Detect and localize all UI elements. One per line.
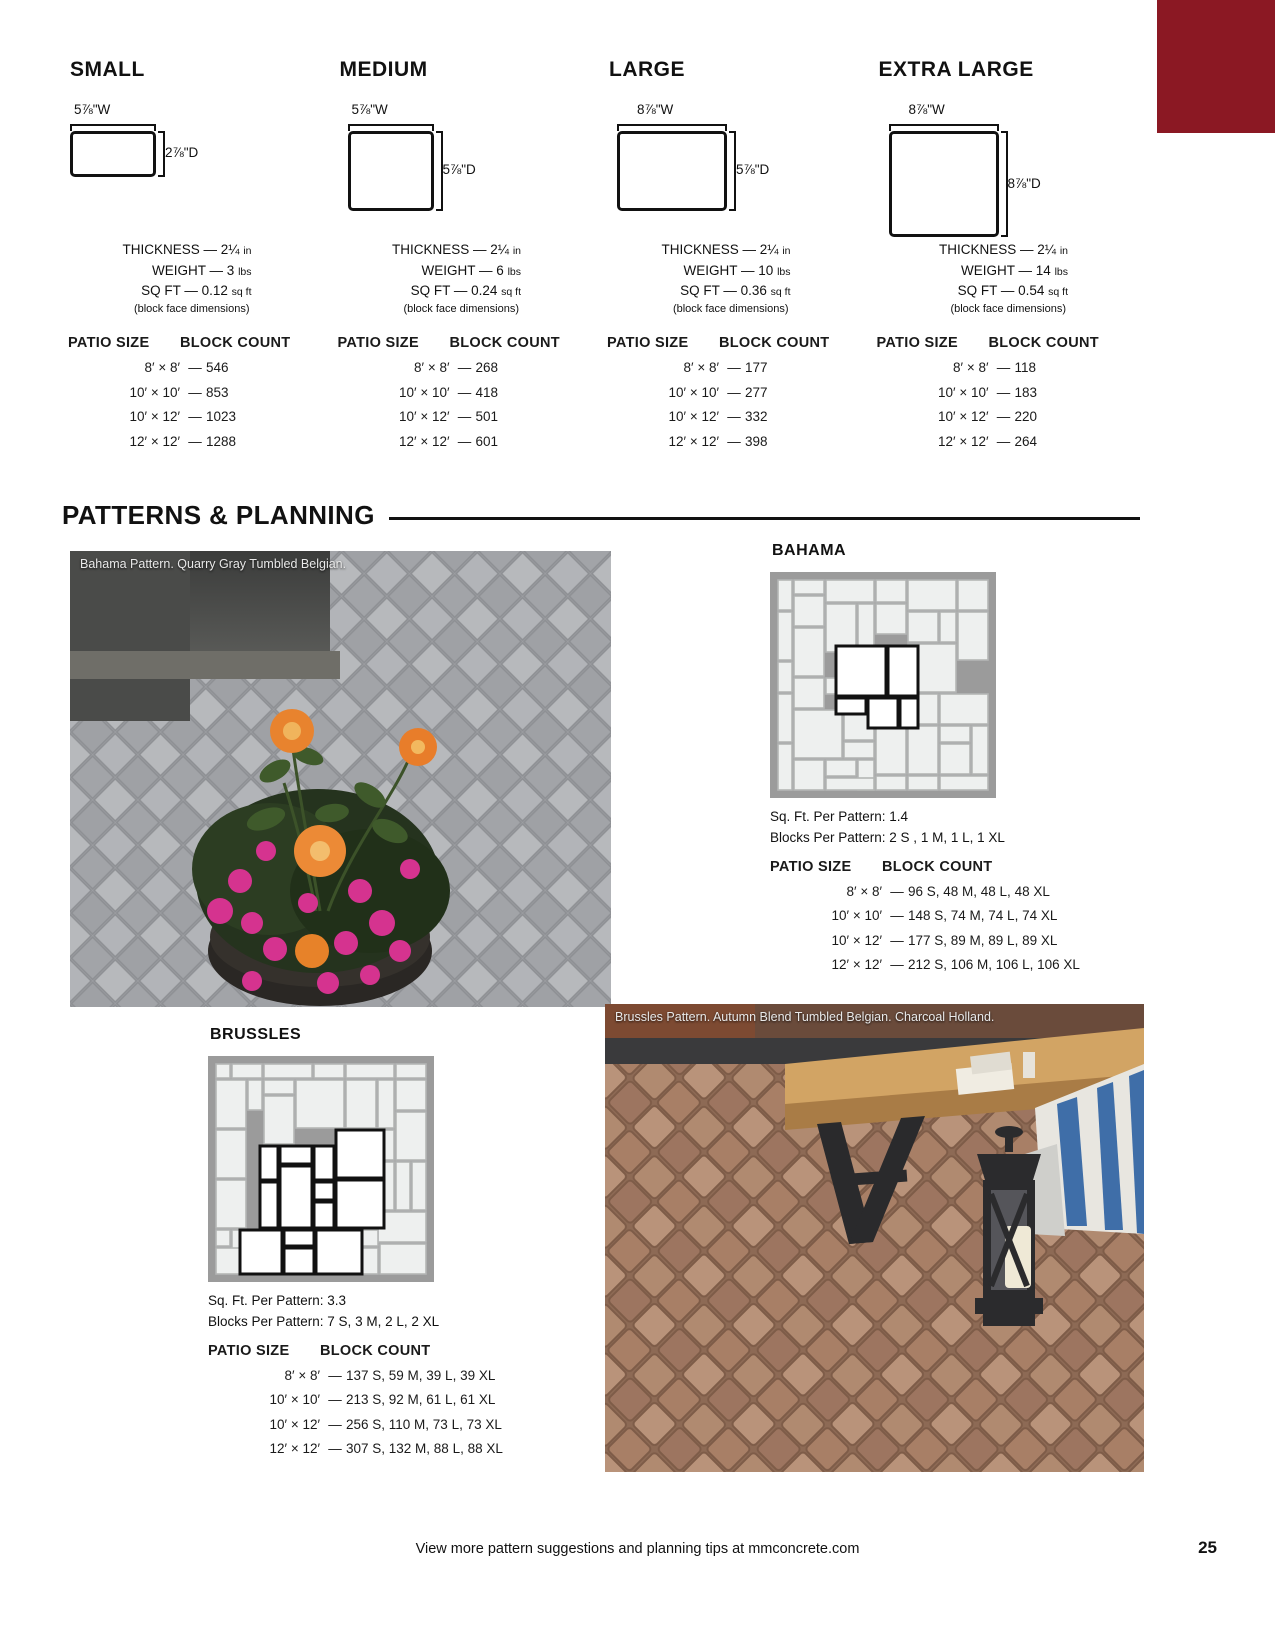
pattern-panel-brussles xyxy=(208,1026,568,1466)
photo-bahama-patio xyxy=(70,551,611,1007)
cell-patio-size: 12′ × 12′ xyxy=(668,433,719,449)
patio-size-table-small xyxy=(68,335,338,449)
sqft-per-pattern: Sq. Ft. Per Pattern: 3.3 xyxy=(208,1293,347,1308)
table-row xyxy=(208,1368,568,1383)
cell-dash: — xyxy=(457,360,472,376)
depth-dimension-label: 2⅞"D xyxy=(165,145,199,160)
weight-row: WEIGHT — 14 lbs xyxy=(961,262,1068,278)
table-row xyxy=(208,1417,568,1432)
cell-patio-size: 8′ × 8′ xyxy=(144,360,180,376)
cell-block-count: 137 S, 59 M, 39 L, 39 XL xyxy=(346,1367,496,1383)
col-header-block-count: BLOCK COUNT xyxy=(988,335,1099,352)
table-row xyxy=(770,957,1130,972)
width-dimension-label: 8⅞"W xyxy=(908,102,945,117)
table-row xyxy=(607,360,877,375)
cell-block-count: 148 S, 74 M, 74 L, 74 XL xyxy=(908,908,1058,924)
width-dimension-label: 8⅞"W xyxy=(637,102,674,117)
width-dimension-bar xyxy=(70,124,156,131)
section-title: PATTERNS & PLANNING xyxy=(62,500,375,530)
table-row xyxy=(68,409,338,424)
table-row xyxy=(877,434,1147,449)
sqft-row: SQ FT — 0.54 sq ft xyxy=(957,283,1068,299)
table-header xyxy=(877,335,1147,351)
table-header xyxy=(770,859,1130,875)
width-dimension-bar xyxy=(889,124,999,131)
cell-patio-size: 10′ × 10′ xyxy=(938,384,989,400)
cell-dash: — xyxy=(188,384,202,400)
cell-dash: — xyxy=(890,883,904,899)
cell-dash: — xyxy=(890,957,904,973)
cell-patio-size: 10′ × 12′ xyxy=(831,932,882,948)
blocks-per-pattern: Blocks Per Pattern: 7 S, 3 M, 2 L, 2 XL xyxy=(208,1313,440,1329)
thickness-row: THICKNESS — 2¼ in xyxy=(122,242,252,257)
size-column-medium xyxy=(338,58,608,458)
patio-size-table-large xyxy=(607,335,877,449)
block-face-rect xyxy=(70,131,156,177)
table-row xyxy=(770,908,1130,923)
pattern-artwork xyxy=(214,1062,428,1276)
table-row xyxy=(338,434,608,449)
photo-caption: Brussles Pattern. Autumn Blend Tumbled Belgian. Charcoal Holland. xyxy=(615,1010,995,1024)
col-header-block-count: BLOCK COUNT xyxy=(882,858,993,875)
cell-patio-size: 10′ × 10′ xyxy=(399,384,450,400)
block-face-rect xyxy=(889,131,999,237)
cell-block-count: 601 xyxy=(475,433,499,449)
cell-dash: — xyxy=(457,384,472,400)
table-row xyxy=(877,385,1147,400)
cell-dash: — xyxy=(890,932,904,948)
cell-block-count: 418 xyxy=(475,384,499,400)
thickness-row: THICKNESS — 2¼ in xyxy=(939,242,1068,257)
cell-patio-size: 12′ × 12′ xyxy=(831,957,882,973)
table-row xyxy=(607,385,877,400)
depth-dimension-label: 5⅞"D xyxy=(736,162,770,177)
col-header-block-count: BLOCK COUNT xyxy=(719,335,830,352)
width-dimension-label: 5⅞"W xyxy=(351,102,388,117)
table-header xyxy=(208,1343,568,1359)
table-row xyxy=(877,409,1147,424)
block-properties xyxy=(68,240,338,317)
cell-dash: — xyxy=(996,433,1011,449)
size-column-large xyxy=(607,58,877,458)
depth-dimension-label: 8⅞"D xyxy=(1007,176,1041,191)
pattern-artwork xyxy=(776,578,990,792)
cell-patio-size: 10′ × 12′ xyxy=(938,409,989,425)
depth-dimension-bar xyxy=(158,131,165,177)
weight-row: WEIGHT — 10 lbs xyxy=(683,262,791,278)
table-row xyxy=(770,933,1130,948)
cell-patio-size: 10′ × 12′ xyxy=(668,409,719,425)
thickness-row: THICKNESS — 2¼ in xyxy=(661,242,791,257)
pattern-meta-brussles xyxy=(208,1291,568,1333)
weight-row: WEIGHT — 3 lbs xyxy=(152,262,252,278)
sqft-per-pattern: Sq. Ft. Per Pattern: 1.4 xyxy=(770,809,909,824)
cell-patio-size: 12′ × 12′ xyxy=(269,1441,320,1457)
block-face-note: (block face dimensions) xyxy=(950,302,1066,315)
block-face-note: (block face dimensions) xyxy=(133,302,250,315)
table-row xyxy=(770,884,1130,899)
col-header-patio-size: PATIO SIZE xyxy=(208,1342,290,1359)
cell-patio-size: 8′ × 8′ xyxy=(683,360,719,376)
weight-row: WEIGHT — 6 lbs xyxy=(421,262,521,278)
cell-block-count: 264 xyxy=(1014,433,1038,449)
block-drawing-large xyxy=(607,104,877,234)
size-column-small xyxy=(68,58,338,458)
cell-block-count: 256 S, 110 M, 73 L, 73 XL xyxy=(346,1416,502,1432)
size-title: EXTRA LARGE xyxy=(878,58,1034,81)
table-row xyxy=(607,434,877,449)
col-header-block-count: BLOCK COUNT xyxy=(449,335,560,352)
patio-size-table-brussles xyxy=(208,1343,568,1457)
pattern-name: BRUSSLES xyxy=(210,1026,302,1043)
cell-patio-size: 12′ × 12′ xyxy=(938,433,989,449)
cell-dash: — xyxy=(328,1367,342,1383)
corner-accent-tab xyxy=(1157,0,1275,133)
table-row xyxy=(68,385,338,400)
photo-brussles-patio xyxy=(605,1004,1144,1472)
sqft-row: SQ FT — 0.12 sq ft xyxy=(141,283,252,299)
width-dimension-label: 5⅞"W xyxy=(74,102,111,117)
cell-block-count: 177 S, 89 M, 89 L, 89 XL xyxy=(908,932,1058,948)
table-header xyxy=(338,335,608,351)
table-row xyxy=(607,409,877,424)
cell-dash: — xyxy=(188,409,202,425)
col-header-block-count: BLOCK COUNT xyxy=(180,335,291,352)
width-dimension-bar xyxy=(348,124,434,131)
cell-block-count: 220 xyxy=(1014,409,1038,425)
cell-block-count: 307 S, 132 M, 88 L, 88 XL xyxy=(346,1441,503,1457)
cell-patio-size: 10′ × 10′ xyxy=(129,384,180,400)
size-title: LARGE xyxy=(609,58,685,81)
table-row xyxy=(68,360,338,375)
photo-caption: Bahama Pattern. Quarry Gray Tumbled Belgian. xyxy=(80,557,347,571)
photo-artwork xyxy=(605,1004,1144,1472)
blocks-per-pattern: Blocks Per Pattern: 2 S , 1 M, 1 L, 1 XL xyxy=(770,829,1005,845)
cell-dash: — xyxy=(890,908,904,924)
cell-patio-size: 10′ × 12′ xyxy=(399,409,450,425)
col-header-patio-size: PATIO SIZE xyxy=(770,858,852,875)
depth-dimension-bar xyxy=(729,131,736,211)
table-row xyxy=(877,360,1147,375)
horizontal-rule xyxy=(389,517,1140,520)
cell-dash: — xyxy=(727,360,741,376)
block-face-rect xyxy=(348,131,434,211)
cell-dash: — xyxy=(727,384,741,400)
block-properties xyxy=(338,240,608,317)
col-header-patio-size: PATIO SIZE xyxy=(337,335,419,352)
block-drawing-extra-large xyxy=(877,104,1147,234)
cell-block-count: 118 xyxy=(1014,360,1037,376)
cell-patio-size: 10′ × 10′ xyxy=(269,1392,320,1408)
cell-dash: — xyxy=(328,1441,342,1457)
sqft-row: SQ FT — 0.36 sq ft xyxy=(680,283,791,299)
width-dimension-bar xyxy=(617,124,727,131)
cell-patio-size: 8′ × 8′ xyxy=(846,883,882,899)
cell-dash: — xyxy=(996,360,1011,376)
pattern-meta-bahama xyxy=(770,807,1130,849)
cell-patio-size: 10′ × 10′ xyxy=(668,384,719,400)
col-header-block-count: BLOCK COUNT xyxy=(320,1342,431,1359)
cell-patio-size: 10′ × 12′ xyxy=(129,409,180,425)
cell-block-count: 398 xyxy=(745,433,768,449)
depth-dimension-bar xyxy=(1001,131,1008,237)
cell-patio-size: 12′ × 12′ xyxy=(399,433,450,449)
table-header xyxy=(607,335,877,351)
block-face-note: (block face dimensions) xyxy=(672,302,789,315)
cell-dash: — xyxy=(457,409,472,425)
size-title: SMALL xyxy=(70,58,145,81)
cell-dash: — xyxy=(328,1392,342,1408)
col-header-patio-size: PATIO SIZE xyxy=(607,335,689,352)
table-header xyxy=(68,335,338,351)
col-header-patio-size: PATIO SIZE xyxy=(876,335,958,352)
cell-dash: — xyxy=(727,433,741,449)
cell-block-count: 501 xyxy=(475,409,499,425)
cell-block-count: 853 xyxy=(206,384,229,400)
cell-block-count: 268 xyxy=(475,360,499,376)
footer-note: View more pattern suggestions and planning tips at mmconcrete.com xyxy=(415,1541,860,1557)
block-face-note: (block face dimensions) xyxy=(403,302,519,315)
pattern-diagram-brussles xyxy=(208,1056,434,1282)
block-drawing-small xyxy=(68,104,338,234)
patterns-planning-heading xyxy=(62,500,1140,531)
table-row xyxy=(208,1441,568,1456)
cell-dash: — xyxy=(457,433,472,449)
cell-dash: — xyxy=(996,384,1011,400)
pattern-diagram-bahama xyxy=(770,572,996,798)
cell-block-count: 213 S, 92 M, 61 L, 61 XL xyxy=(346,1392,496,1408)
patio-size-table-extra-large xyxy=(877,335,1147,449)
patio-size-table-bahama xyxy=(770,859,1130,973)
cell-block-count: 277 xyxy=(745,384,768,400)
block-drawing-medium xyxy=(338,104,608,234)
cell-patio-size: 8′ × 8′ xyxy=(953,360,989,376)
block-size-specs xyxy=(68,58,1146,458)
block-properties xyxy=(607,240,877,317)
table-row xyxy=(68,434,338,449)
cell-dash: — xyxy=(727,409,741,425)
cell-patio-size: 8′ × 8′ xyxy=(414,360,450,376)
col-header-patio-size: PATIO SIZE xyxy=(68,335,150,352)
depth-dimension-bar xyxy=(436,131,443,211)
cell-block-count: 96 S, 48 M, 48 L, 48 XL xyxy=(908,883,1050,899)
cell-dash: — xyxy=(328,1416,342,1432)
thickness-row: THICKNESS — 2¼ in xyxy=(392,242,521,257)
cell-dash: — xyxy=(188,433,202,449)
cell-block-count: 1023 xyxy=(206,409,237,425)
cell-block-count: 212 S, 106 M, 106 L, 106 XL xyxy=(908,957,1080,973)
sqft-row: SQ FT — 0.24 sq ft xyxy=(410,283,521,299)
cell-patio-size: 12′ × 12′ xyxy=(129,433,180,449)
table-row xyxy=(208,1392,568,1407)
page-number: 25 xyxy=(1198,1538,1217,1557)
table-row xyxy=(338,385,608,400)
cell-block-count: 1288 xyxy=(206,433,237,449)
cell-dash: — xyxy=(188,360,202,376)
cell-block-count: 177 xyxy=(745,360,768,376)
cell-patio-size: 8′ × 8′ xyxy=(284,1367,320,1383)
cell-block-count: 332 xyxy=(745,409,768,425)
size-title: MEDIUM xyxy=(339,58,428,81)
table-row xyxy=(338,360,608,375)
pattern-panel-bahama xyxy=(770,542,1130,982)
pattern-name: BAHAMA xyxy=(772,542,847,559)
cell-patio-size: 10′ × 10′ xyxy=(831,908,882,924)
cell-patio-size: 10′ × 12′ xyxy=(269,1416,320,1432)
photo-artwork xyxy=(70,551,611,1007)
table-row xyxy=(338,409,608,424)
block-face-rect xyxy=(617,131,727,211)
block-properties xyxy=(877,240,1147,317)
patio-size-table-medium xyxy=(338,335,608,449)
size-column-extra-large xyxy=(877,58,1147,458)
depth-dimension-label: 5⅞"D xyxy=(442,162,476,177)
cell-dash: — xyxy=(996,409,1011,425)
cell-block-count: 183 xyxy=(1014,384,1038,400)
cell-block-count: 546 xyxy=(206,360,229,376)
